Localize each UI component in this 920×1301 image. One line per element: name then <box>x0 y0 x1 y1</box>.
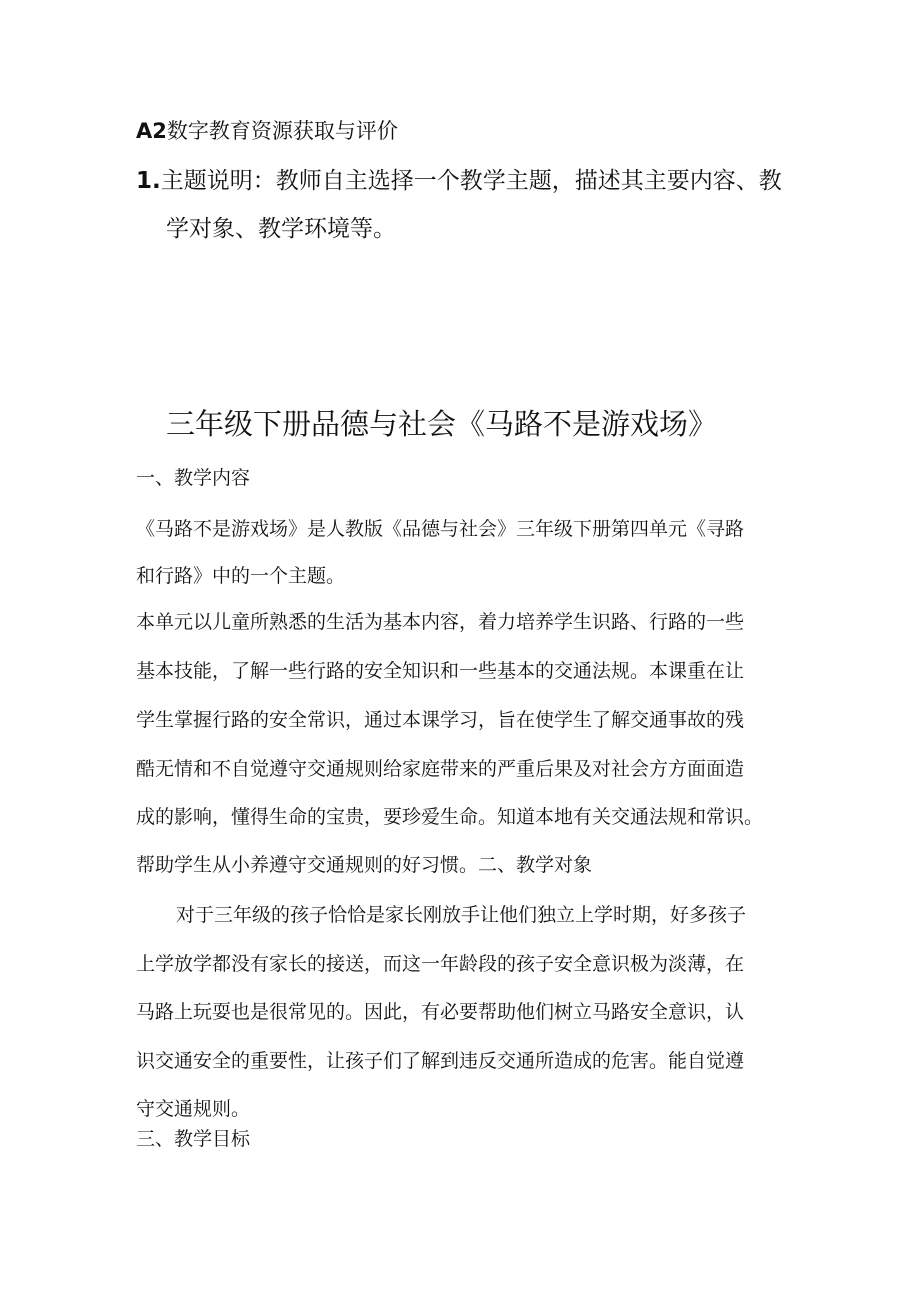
paragraph-line: 学生掌握行路的安全常识，通过本课学习，旨在使学生了解交通事故的残 <box>136 709 745 731</box>
section-heading-goals: 三、教学目标 <box>136 1128 251 1150</box>
paragraph-line: 守交通规则。 <box>136 1098 251 1120</box>
section-heading-content: 一、教学内容 <box>136 467 251 489</box>
paragraph-line: 《马路不是游戏场》是人教版《品德与社会》三年级下册第四单元《寻路 <box>136 518 745 540</box>
paragraph-line: 酷无情和不自觉遵守交通规则给家庭带来的严重后果及对社会方方面面造 <box>136 758 745 780</box>
instruction-line-1 <box>136 170 782 193</box>
paragraph-line: 帮助学生从小养遵守交通规则的好习惯。二、教学对象 <box>136 854 593 876</box>
header-code: A2 <box>136 119 167 143</box>
instruction-number: 1. <box>136 168 161 194</box>
paragraph-line: 本单元以儿童所熟悉的生活为基本内容，着力培养学生识路、行路的一些 <box>136 611 745 633</box>
document-title: 三年级下册品德与社会《马路不是游戏场》 <box>166 407 718 441</box>
paragraph-line: 识交通安全的重要性，让孩子们了解到违反交通所造成的危害。能自觉遵 <box>136 1050 745 1072</box>
paragraph-line: 和行路》中的一个主题。 <box>136 565 346 587</box>
paragraph-line: 上学放学都没有家长的接送，而这一年龄段的孩子安全意识极为淡薄，在 <box>136 953 745 975</box>
paragraph-line: 对于三年级的孩子恰恰是家长刚放手让他们独立上学时期，好多孩子 <box>176 904 747 926</box>
paragraph-line: 基本技能，了解一些行路的安全知识和一些基本的交通法规。本课重在让 <box>136 660 745 682</box>
instruction-text-1: 主题说明：教师自主选择一个教学主题，描述其主要内容、教 <box>160 168 782 194</box>
document-header <box>136 121 398 142</box>
instruction-line-2: 学对象、教学环境等。 <box>166 216 396 242</box>
paragraph-line: 马路上玩耍也是很常见的。因此，有必要帮助他们树立马路安全意识，认 <box>136 1001 745 1023</box>
header-title: 数字教育资源获取与评价 <box>166 119 398 143</box>
paragraph-line: 成的影响，懂得生命的宝贵，要珍爱生命。知道本地有关交通法规和常识。 <box>136 806 764 828</box>
